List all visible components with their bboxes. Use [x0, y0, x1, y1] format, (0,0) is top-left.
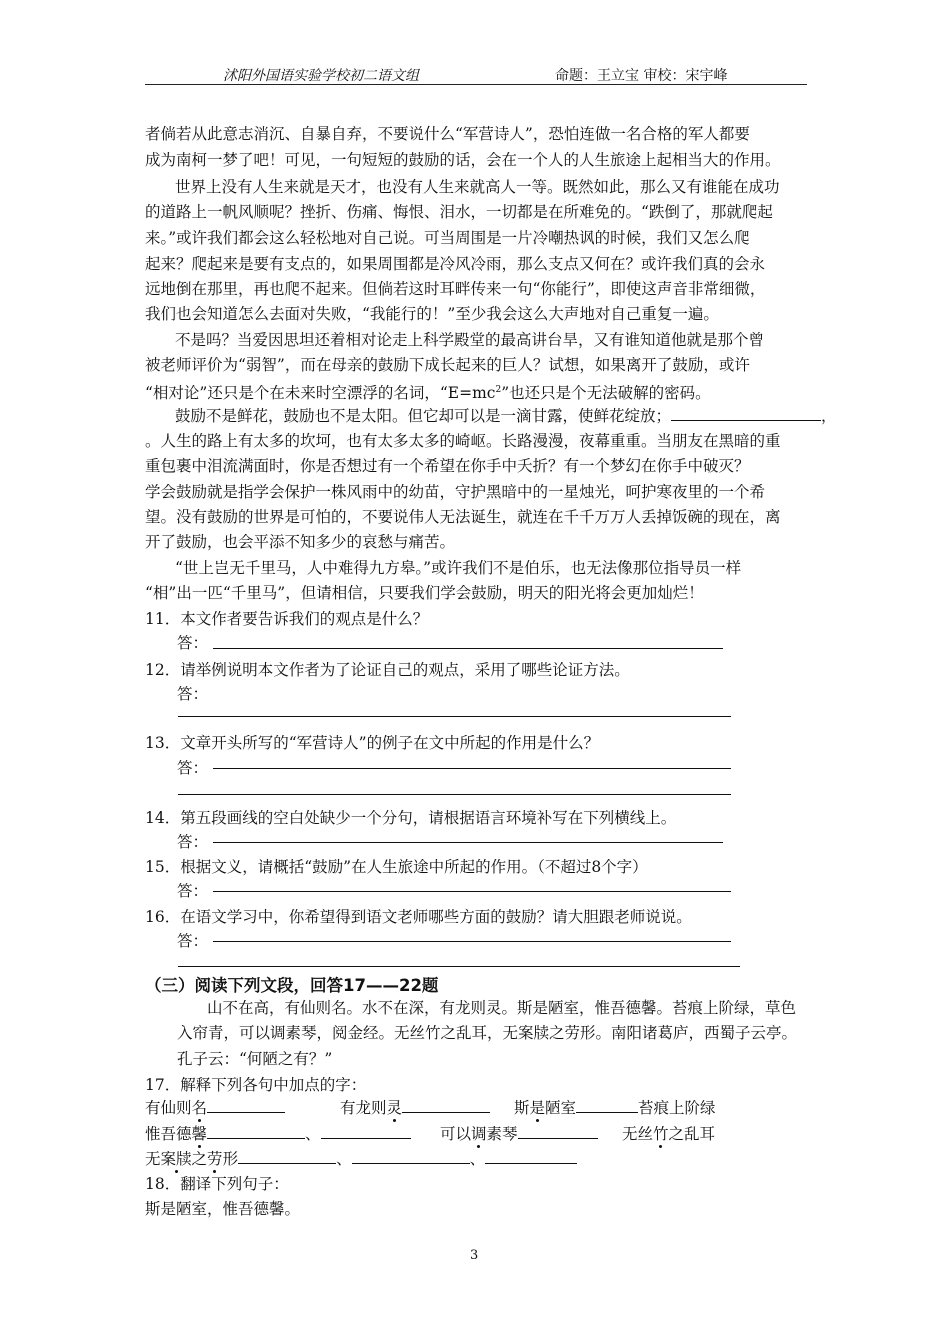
dotted-char: 竹: [653, 1125, 669, 1143]
question-14: 14．第五段画线的空白处缺少一个分句，请根据语言环境补写在下列横线上。: [145, 809, 677, 827]
passage-line: 成为南柯一梦了吧！可见，一句短短的鼓励的话，会在一个人的人生旅途上起相当大的作用。: [145, 151, 781, 169]
answer-line: [178, 966, 740, 967]
answer-label: 答：: [177, 833, 209, 851]
passage-line: 重包裹中泪流满面时，你是否想过有一个希望在你手中夭折？有一个梦幻在你手中破灭？: [145, 457, 750, 475]
dotted-char: 调: [471, 1125, 487, 1143]
answer-blank: [485, 1149, 577, 1164]
passage-line: 我们也会知道怎么去面对失败，“我能行的！”至少我会这么大声地对自己重复一遍。: [145, 305, 719, 323]
answer-line: [213, 648, 723, 649]
phrase-item: 无丝竹之乱耳: [622, 1125, 716, 1143]
translate-sentence: 斯是陋室，惟吾德馨。: [145, 1200, 301, 1218]
answer-blank: [207, 1098, 285, 1113]
answer-blank: [576, 1098, 638, 1113]
phrase-item: 斯是陋室 苔痕上阶绿: [514, 1099, 716, 1117]
answer-blank: [321, 1124, 411, 1139]
answer-label: 答：: [177, 882, 209, 900]
answer-blank: [238, 1149, 336, 1164]
answer-line: [213, 842, 723, 843]
phrase-item: 有仙则名: [145, 1098, 285, 1118]
passage-line: 学会鼓励就是指学会保护一株风雨中的幼苗，守护黑暗中的一星烛光，呵护寒夜里的一个希: [145, 483, 766, 501]
passage-line: “相”出一匹“千里马”，但请相信，只要我们学会鼓励，明天的阳光将会更加灿烂！: [145, 584, 704, 602]
answer-line: [213, 941, 731, 942]
fill-blank: [671, 406, 821, 421]
dotted-char: 馨: [191, 1125, 208, 1143]
classical-text-line: 孔子云：“何陋之有？”: [177, 1050, 333, 1068]
passage-line: 远地倒在那里，再也爬不起来。但倘若这时耳畔传来一句“你能行”，即使这声音非常细微，: [145, 280, 766, 298]
answer-blank: [207, 1124, 305, 1139]
phrase-item: 无案牍之劳形 、 、: [145, 1149, 577, 1169]
passage-line: 开了鼓励，也会平添不知多少的哀愁与痛苦。: [145, 533, 456, 551]
formula-exponent: 2: [495, 385, 502, 395]
header-school: 沭阳外国语实验学校初二语文组: [223, 68, 419, 84]
dotted-char: 案牍: [160, 1150, 192, 1168]
question-16: 16．在语文学习中，你希望得到语文老师哪些方面的鼓励？请大胆跟老师说说。: [145, 908, 692, 926]
passage-line: 的道路上一帆风顺呢？挫折、伤痛、悔恨、泪水，一切都是在所难免的。“跌倒了，那就爬起: [145, 203, 773, 221]
phrase-item: 有龙则灵: [340, 1098, 490, 1118]
phrase-item: 可以调素琴: [440, 1124, 598, 1144]
answer-line: [213, 768, 731, 769]
passage-line: 不是吗？当爱因思坦还着相对论走上科学殿堂的最高讲台旱，又有谁知道他就是那个曾: [175, 331, 765, 349]
passage-line: 望。没有鼓励的世界是可怕的，不要说伟人无法诞生，就连在千千万万人丢掉饭碗的现在，离: [145, 508, 781, 526]
question-12: 12．请举例说明本文作者为了论证自己的观点，采用了哪些论证方法。: [145, 661, 630, 679]
question-11: 11．本文作者要告诉我们的观点是什么？: [145, 610, 429, 628]
dotted-char: 是: [529, 1099, 546, 1117]
dotted-char: 灵: [386, 1099, 403, 1117]
answer-label: 答：: [177, 685, 209, 703]
answer-blank: [518, 1124, 598, 1139]
question-13: 13．文章开头所写的“军营诗人”的例子在文中所起的作用是什么？: [145, 734, 600, 752]
formula: “E=mc: [439, 384, 496, 403]
passage-line: 来。”或许我们都会这么轻松地对自己说。可当周围是一片冷嘲热讽的时候，我们又怎么爬: [145, 229, 750, 247]
passage-line: [145, 380, 711, 403]
question-17: 17．解释下列各句中加点的字：: [145, 1076, 367, 1094]
answer-label: 答：: [177, 634, 209, 652]
answer-blank: [352, 1149, 470, 1164]
passage-line: 起来？爬起来是要有支点的，如果周围都是冷风冷雨，那么支点又何在？或许我们真的会永: [145, 255, 766, 273]
passage-line: “世上岂无千里马，人中难得九方皋。”或许我们不是伯乐，也无法像那位指导员一样: [175, 559, 742, 577]
answer-line: [213, 891, 731, 892]
header-authors: 命题：王立宝 审校：宋宇峰: [555, 68, 728, 84]
classical-text-line: 山不在高，有仙则名。水不在深，有龙则灵。斯是陋室，惟吾德馨。苔痕上阶绿，草色: [207, 999, 797, 1017]
dotted-char: 名: [191, 1099, 208, 1117]
answer-blank: [402, 1098, 490, 1113]
passage-segment: ”也还只是个无法破解的密码。: [501, 384, 711, 403]
answer-label: 答：: [177, 932, 209, 950]
passage-segment: 鼓励不是鲜花，鼓励也不是太阳。但它却可以是一滴甘露，使鲜花绽放；: [175, 407, 672, 425]
passage-segment: ，: [821, 407, 837, 425]
question-15: 15．根据文义，请概括“鼓励”在人生旅途中所起的作用。（不超过8个字）: [145, 858, 648, 876]
page-number: 3: [470, 1248, 479, 1263]
answer-line: [178, 716, 731, 717]
passage-line: 。人生的路上有太多的坎坷，也有太多太多的崎岖。长路漫漫，夜幕重重。当朋友在黑暗的重: [145, 432, 781, 450]
page-header: [145, 64, 807, 85]
phrase-item: 惟吾德馨 、: [145, 1124, 411, 1144]
passage-line: [175, 406, 837, 426]
passage-line: 世界上没有人生来就是天才，也没有人生来就高人一等。既然如此，那么又有谁能在成功: [175, 178, 780, 196]
passage-line: 者倘若从此意志消沉、自暴自弃，不要说什么“军营诗人”，恐怕连做一名合格的军人都要: [145, 125, 750, 143]
dotted-char: 劳: [207, 1150, 223, 1168]
answer-line: [178, 794, 731, 795]
passage-segment: “相对论”还只是个在未来时空漂浮的名词，: [145, 384, 440, 403]
passage-line: 被老师评价为“弱智”，而在母亲的鼓励下成长起来的巨人？试想，如果离开了鼓励，或许: [145, 356, 750, 374]
question-18: 18．翻译下列句子：: [145, 1175, 289, 1193]
section-title: （三）阅读下列文段，回答17——22题: [145, 976, 439, 995]
answer-label: 答：: [177, 759, 209, 777]
classical-text-line: 入帘青，可以调素琴，阅金经。无丝竹之乱耳，无案牍之劳形。南阳诸葛庐，西蜀子云亭。: [177, 1024, 798, 1042]
